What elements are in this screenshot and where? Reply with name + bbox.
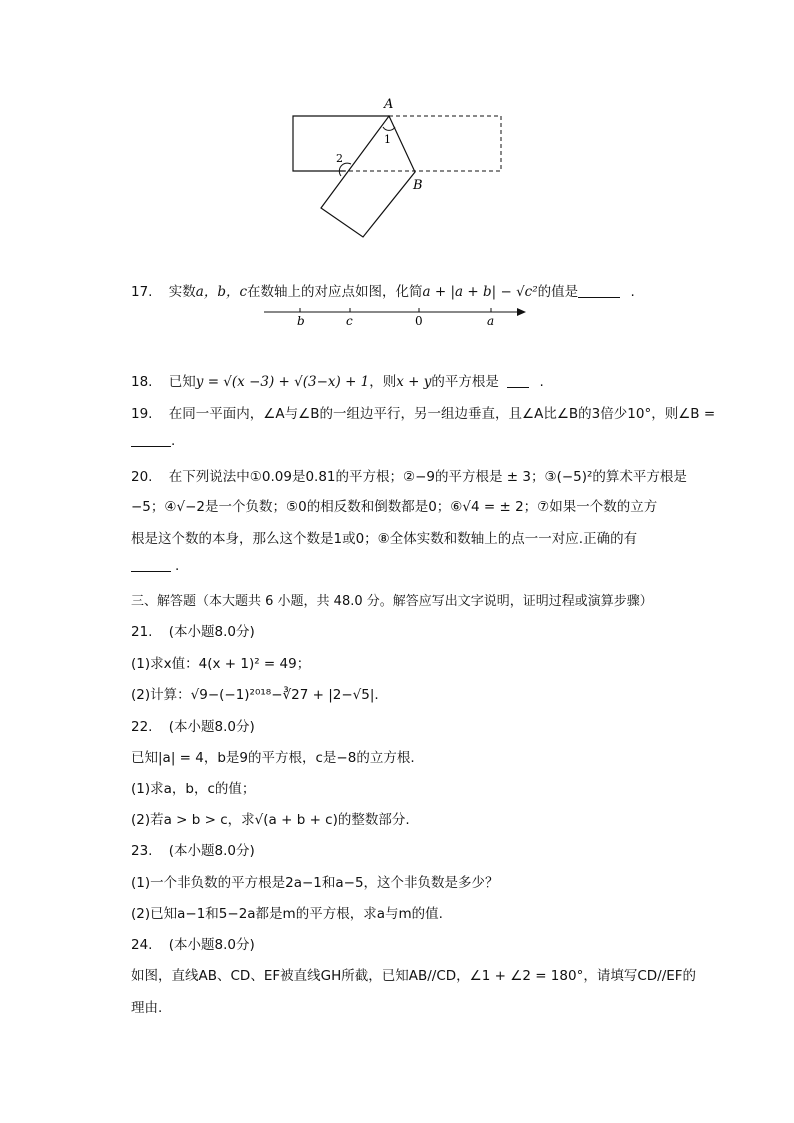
section-3-title-text: 三、解答题（本大题共 6 小题，共 48.0 分。解答应写出文字说明，证明过程或演算步骤） xyxy=(131,594,653,609)
question-score: (本小题8.0分) xyxy=(168,719,255,735)
q20-end: . xyxy=(175,558,180,574)
question-22-part-2 xyxy=(131,808,410,828)
q18-text: 已知 xyxy=(168,374,196,390)
question-24-line-2 xyxy=(131,996,162,1016)
q22-part-1-text: (1)求a，b，c的值； xyxy=(131,781,256,797)
tick-label-0: 0 xyxy=(415,314,423,328)
q24-line-1-text: 如图，直线AB、CD、EF被直线GH所截，已知AB//CD，∠1 + ∠2 = 180°，请填写CD//EF的 xyxy=(131,968,697,984)
question-24-line-1 xyxy=(131,964,696,984)
arrow-head-icon xyxy=(517,308,526,316)
q18-text-mid: ，则 xyxy=(369,374,397,390)
q17-vars: a，b，c xyxy=(195,284,248,300)
question-21 xyxy=(131,620,255,640)
q18-text-after: 的平方根是 xyxy=(431,374,499,390)
fold-rectangle-figure xyxy=(285,92,510,244)
question-23-part-1 xyxy=(131,871,499,891)
question-22-stem xyxy=(131,746,415,766)
tick-label-b: b xyxy=(297,314,305,328)
question-22 xyxy=(131,715,255,735)
question-number: 21. xyxy=(131,624,153,640)
q17-text-after: 的值是 xyxy=(537,284,579,300)
answer-blank xyxy=(507,374,529,388)
q21-part-2-text: (2)计算：√9−(−1)²⁰¹⁸−∛27 + |2−√5|. xyxy=(131,687,379,703)
tick-label-c: c xyxy=(346,314,353,328)
question-23 xyxy=(131,839,255,859)
question-21-part-1 xyxy=(131,652,310,672)
folded-strip xyxy=(321,116,415,237)
q22-part-2-text: (2)若a > b > c，求√(a + b + c)的整数部分. xyxy=(131,812,410,828)
question-number: 19. xyxy=(131,406,153,422)
question-22-part-1 xyxy=(131,777,255,797)
question-20-line-4 xyxy=(131,558,179,574)
number-line xyxy=(262,302,530,328)
q18-expression-2: x + y xyxy=(396,374,432,390)
question-number: 17. xyxy=(131,284,153,300)
q21-part-1-text: (1)求x值：4(x + 1)² = 49； xyxy=(131,656,311,672)
q23-part-2-text: (2)已知a−1和5−2a都是m的平方根，求a与m的值. xyxy=(131,906,443,922)
question-score: (本小题8.0分) xyxy=(168,624,255,640)
question-score: (本小题8.0分) xyxy=(168,937,255,953)
answer-blank xyxy=(131,558,171,572)
question-number: 22. xyxy=(131,719,153,735)
angle-1-arc xyxy=(383,127,395,130)
question-number: 18. xyxy=(131,374,153,390)
question-number: 23. xyxy=(131,843,153,859)
question-24 xyxy=(131,933,255,953)
q20-line-2-text: −5；④√−2是一个负数；⑤0的相反数和倒数都是0；⑥√4 = ± 2；⑦如果一个数的立方 xyxy=(131,499,658,515)
question-21-part-2 xyxy=(131,683,379,703)
q18-end: . xyxy=(539,374,544,390)
question-17 xyxy=(131,280,635,300)
label-A: A xyxy=(384,97,394,112)
answer-blank xyxy=(578,284,620,298)
q17-end: . xyxy=(630,284,635,300)
question-number: 24. xyxy=(131,937,153,953)
question-18 xyxy=(131,370,544,390)
q17-text-before: 实数 xyxy=(168,284,196,300)
q20-line-1: 在下列说法中①0.09是0.81的平方根；②−9的平方根是 ± 3；③(−5)²的算术平方根是 xyxy=(168,469,687,485)
section-3-title xyxy=(131,590,653,609)
question-score: (本小题8.0分) xyxy=(168,843,255,859)
question-20-line-3 xyxy=(131,527,637,547)
q19-line-1: 在同一平面内，∠A与∠B的一组边平行，另一组边垂直，且∠A比∠B的3倍少10°，则∠B = xyxy=(168,406,716,422)
q19-end: . xyxy=(171,433,176,449)
q18-expression: y = √(x −3) + √(3−x) + 1 xyxy=(195,374,370,390)
q22-stem-text: 已知|a| = 4，b是9的平方根，c是−8的立方根. xyxy=(131,750,415,766)
answer-blank xyxy=(131,433,171,447)
label-1: 1 xyxy=(384,133,391,146)
q17-text-mid: 在数轴上的对应点如图，化简 xyxy=(247,284,423,300)
q17-expression: a + |a + b| − √c² xyxy=(422,284,538,300)
question-20 xyxy=(131,465,687,485)
question-20-line-2 xyxy=(131,495,657,515)
q23-part-1-text: (1)一个非负数的平方根是2a−1和a−5，这个非负数是多少？ xyxy=(131,875,499,891)
question-number: 20. xyxy=(131,469,153,485)
question-23-part-2 xyxy=(131,902,443,922)
label-2: 2 xyxy=(336,152,343,165)
tick-label-a: a xyxy=(487,314,495,328)
question-19-cont xyxy=(131,433,175,449)
question-19 xyxy=(131,402,715,422)
label-B: B xyxy=(413,178,423,193)
q20-line-3-text: 根是这个数的本身，那么这个数是1或0；⑧全体实数和数轴上的点一一对应.正确的有 xyxy=(131,531,638,547)
q24-line-2-text: 理由. xyxy=(131,1000,163,1016)
